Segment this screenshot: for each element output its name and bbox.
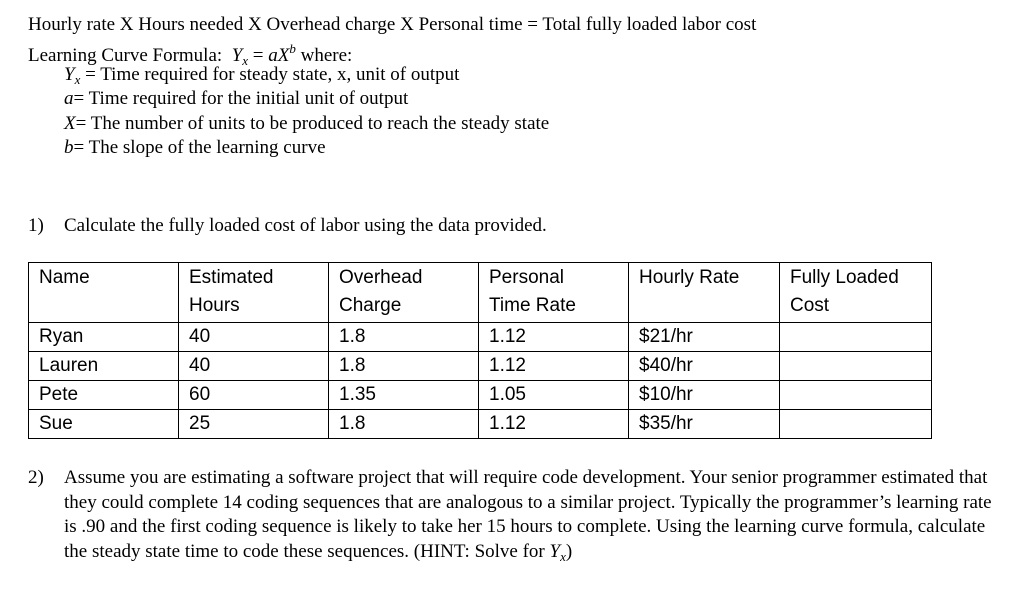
cell-overhead: 1.8 — [329, 410, 479, 439]
cell-rate: $35/hr — [629, 410, 780, 439]
question-2-body: Assume you are estimating a software project that will require code development. Your senior programmer estimated that they could complete 14 coding sequences that are analogous to a similar project. Typically the programmer’s learning rate is .90 and the first coding sequence is likely to take her 15 hours to complete. Using the learning curve formula, calculate the steady state time to code these sequences. (HINT: Solve for — [64, 467, 992, 562]
learning-curve-sup-b: b — [289, 41, 296, 56]
header-name: Name — [29, 263, 179, 323]
definition-symbol: a — [64, 88, 74, 109]
cell-cost — [780, 410, 932, 439]
definition-symbol: Y — [64, 64, 75, 85]
definition-text: = The number of units to be produced to reach the steady state — [75, 113, 550, 134]
definition-symbol: X — [64, 113, 76, 134]
total-labor-cost-formula: Hourly rate X Hours needed X Overhead charge X Personal time = Total fully loaded labor cost — [28, 14, 757, 35]
cell-name: Pete — [29, 381, 179, 410]
header-fully-loaded-cost: Fully Loaded Cost — [780, 263, 932, 323]
definition-sub: x — [74, 72, 81, 87]
cell-hours: 25 — [179, 410, 329, 439]
learning-curve-Y: Y — [231, 45, 243, 66]
cell-personal: 1.12 — [479, 410, 629, 439]
definition-text: = Time required for steady state, x, unit of output — [85, 64, 460, 85]
labor-cost-table — [28, 262, 932, 439]
header-overhead-charge: Overhead Charge — [329, 263, 479, 323]
cell-hours: 40 — [179, 323, 329, 352]
cell-overhead: 1.35 — [329, 381, 479, 410]
learning-curve-aX: aX — [268, 45, 290, 66]
question-1-text: Calculate the fully loaded cost of labor using the data provided. — [64, 215, 547, 236]
table-row — [29, 381, 932, 410]
question-2-text — [64, 466, 994, 569]
cell-overhead: 1.8 — [329, 352, 479, 381]
table-row — [29, 323, 932, 352]
question-2-number: 2) — [28, 467, 44, 488]
learning-curve-where: where: — [295, 45, 353, 66]
cell-cost — [780, 323, 932, 352]
header-hourly-rate: Hourly Rate — [629, 263, 780, 323]
cell-personal: 1.05 — [479, 381, 629, 410]
question-2-hint-sub: x — [560, 548, 566, 564]
definition-b — [64, 136, 326, 160]
cell-name: Ryan — [29, 323, 179, 352]
header-estimated-hours: Estimated Hours — [179, 263, 329, 323]
table-row — [29, 352, 932, 381]
cell-cost — [780, 352, 932, 381]
cell-name: Sue — [29, 410, 179, 439]
cell-cost — [780, 381, 932, 410]
cell-overhead: 1.8 — [329, 323, 479, 352]
cell-rate: $21/hr — [629, 323, 780, 352]
cell-rate: $40/hr — [629, 352, 780, 381]
definition-text: = Time required for the initial unit of output — [73, 88, 409, 109]
table-header-row — [29, 263, 932, 323]
learning-curve-sub-x: x — [242, 53, 249, 68]
cell-personal: 1.12 — [479, 352, 629, 381]
cell-rate: $10/hr — [629, 381, 780, 410]
question-1-number: 1) — [28, 215, 44, 236]
definition-text: = The slope of the learning curve — [73, 137, 326, 158]
cell-name: Lauren — [29, 352, 179, 381]
question-2-close: ) — [565, 540, 573, 562]
cell-personal: 1.12 — [479, 323, 629, 352]
question-2-hint-Y: Y — [549, 540, 561, 562]
learning-curve-equals: = — [248, 45, 269, 66]
definition-a — [64, 87, 408, 111]
cell-hours: 40 — [179, 352, 329, 381]
definition-X — [64, 112, 549, 136]
header-personal-time-rate: Personal Time Rate — [479, 263, 629, 323]
definition-symbol: b — [64, 137, 74, 158]
learning-curve-label: Learning Curve Formula: — [28, 45, 223, 66]
cell-hours: 60 — [179, 381, 329, 410]
table-row — [29, 410, 932, 439]
